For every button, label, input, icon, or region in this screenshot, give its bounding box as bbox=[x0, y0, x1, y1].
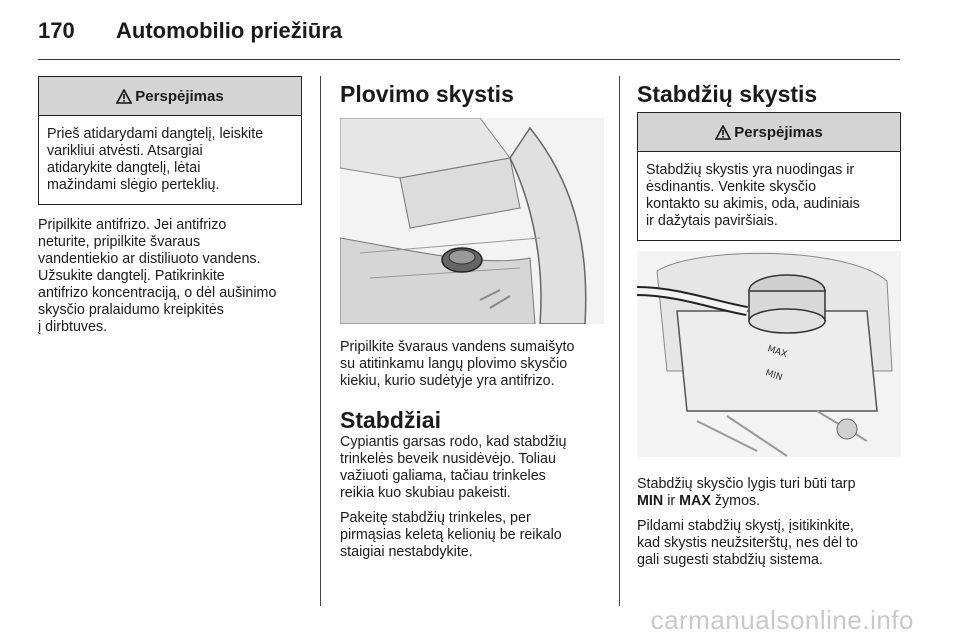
text-line: kiekiu, kurio sudėtyje yra antifrizo. bbox=[340, 373, 555, 389]
washer-fluid-reservoir-illustration bbox=[340, 118, 604, 324]
text-line: gali sugesti stabdžių sistema. bbox=[637, 552, 823, 568]
column-1 bbox=[38, 76, 302, 336]
brake-fluid-fill-text bbox=[637, 518, 901, 569]
warning-line: ir dažytais paviršiais. bbox=[646, 213, 778, 229]
warning-header bbox=[39, 77, 301, 116]
text-line: Stabdžių skysčio lygis turi būti tarp bbox=[637, 476, 856, 492]
column-2 bbox=[340, 76, 604, 561]
text-line: staigiai nestabdykite. bbox=[340, 544, 473, 560]
watermark: carmanualsonline.info bbox=[650, 605, 914, 635]
warning-title: Perspėjimas bbox=[135, 87, 224, 105]
column-divider-1 bbox=[320, 76, 321, 606]
warning-triangle-icon bbox=[116, 89, 132, 104]
warning-triangle-icon bbox=[715, 125, 731, 140]
brakes-text-2 bbox=[340, 510, 604, 561]
brakes-text-1 bbox=[340, 434, 604, 502]
text-line: reikia kuo skubiau pakeisti. bbox=[340, 485, 511, 501]
column-3 bbox=[637, 76, 901, 569]
max-mark-label: MAX bbox=[766, 344, 789, 361]
min-label: MIN bbox=[637, 493, 664, 509]
text-line: Pripilkite švaraus vandens sumaišyto bbox=[340, 339, 575, 355]
section-heading-brakes: Stabdžiai bbox=[340, 407, 441, 433]
warning-box-brake-fluid bbox=[637, 112, 901, 241]
page-number: 170 bbox=[38, 18, 75, 43]
text-line: skysčio pralaidumo kreipkitės bbox=[38, 302, 224, 318]
warning-box-coolant bbox=[38, 76, 302, 205]
warning-line: mažindami slėgio perteklių. bbox=[47, 177, 220, 193]
text-line: kad skystis neužsiterštų, nes dėl to bbox=[637, 535, 858, 551]
text-line bbox=[637, 493, 901, 510]
max-label: MAX bbox=[679, 493, 711, 509]
warning-text bbox=[638, 152, 900, 240]
text-line: pirmąsias keletą kelionių be reikalo bbox=[340, 527, 562, 543]
brake-fluid-level-text bbox=[637, 476, 901, 510]
page-header bbox=[38, 18, 342, 44]
warning-header bbox=[638, 113, 900, 152]
warning-line: kontakto su akimis, oda, audiniais bbox=[646, 196, 860, 212]
washer-fluid-instructions bbox=[340, 339, 604, 390]
brake-fluid-reservoir-illustration bbox=[637, 251, 901, 457]
min-mark-label: MIN bbox=[764, 368, 784, 384]
coolant-instructions bbox=[38, 217, 302, 336]
warning-title: Perspėjimas bbox=[734, 123, 823, 141]
text-line: neturite, pripilkite švaraus bbox=[38, 234, 201, 250]
warning-text bbox=[39, 116, 301, 204]
page-title: Automobilio priežiūra bbox=[116, 18, 343, 43]
text-line: Pripilkite antifrizo. Jei antifrizo bbox=[38, 217, 227, 233]
header-divider bbox=[38, 59, 900, 60]
text-line: su atitinkamu langų plovimo skysčio bbox=[340, 356, 568, 372]
warning-line: ėsdinantis. Venkite skysčio bbox=[646, 179, 817, 195]
text-fragment: žymos. bbox=[710, 493, 761, 509]
text-line: į dirbtuves. bbox=[38, 319, 108, 335]
text-line: vandentiekio ar distiliuoto vandens. bbox=[38, 251, 261, 267]
warning-line: atidarykite dangtelį, lėtai bbox=[47, 160, 201, 176]
warning-line: Stabdžių skystis yra nuodingas ir bbox=[646, 162, 855, 178]
text-line: Cypiantis garsas rodo, kad stabdžių bbox=[340, 434, 567, 450]
warning-line: Prieš atidarydami dangtelį, leiskite bbox=[47, 126, 264, 142]
text-line: važiuoti galiama, tačiau trinkeles bbox=[340, 468, 546, 484]
text-line: Pildami stabdžių skystį, įsitikinkite, bbox=[637, 518, 854, 534]
text-line: Užsukite dangtelį. Patikrinkite bbox=[38, 268, 225, 284]
warning-line: varikliui atvėsti. Atsargiai bbox=[47, 143, 203, 159]
section-heading-washer-fluid: Plovimo skystis bbox=[340, 81, 514, 107]
column-divider-2 bbox=[619, 76, 620, 606]
text-fragment: ir bbox=[663, 493, 680, 509]
text-line: Pakeitę stabdžių trinkeles, per bbox=[340, 510, 531, 526]
text-line: trinkelės beveik nusidėvėjo. Toliau bbox=[340, 451, 556, 467]
section-heading-brake-fluid: Stabdžių skystis bbox=[637, 81, 818, 107]
text-line: antifrizo koncentraciją, o dėl aušinimo bbox=[38, 285, 277, 301]
